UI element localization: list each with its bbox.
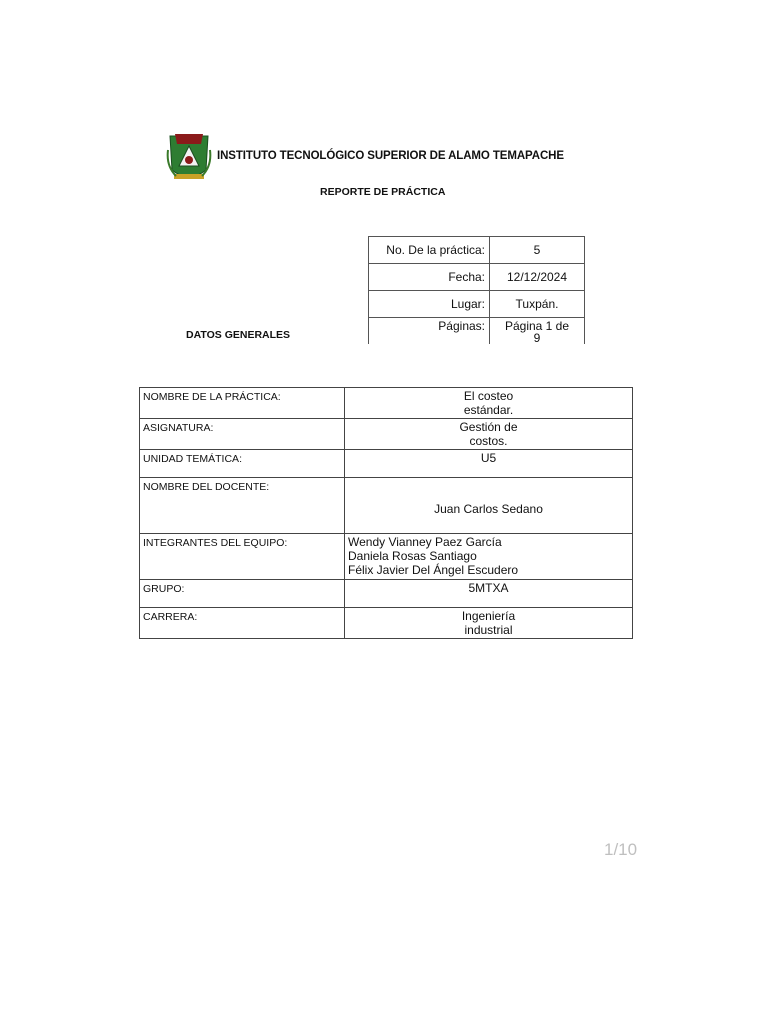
team-members <box>345 534 633 580</box>
report-title: REPORTE DE PRÁCTICA <box>320 186 446 198</box>
meta-label: Fecha: <box>369 264 490 291</box>
meta-label: Páginas: <box>369 318 490 345</box>
unit-label: UNIDAD TEMÁTICA: <box>140 450 345 478</box>
meta-value: 5 <box>490 237 585 264</box>
table-row <box>140 419 633 450</box>
team-member: Félix Javier Del Ángel Escudero <box>348 563 519 577</box>
team-member: Wendy Vianney Paez García <box>348 535 502 549</box>
team-label: INTEGRANTES DEL EQUIPO: <box>140 534 345 580</box>
institution-logo <box>166 130 212 186</box>
teacher-value: Juan Carlos Sedano <box>345 478 633 534</box>
table-row <box>140 534 633 580</box>
teacher-label: NOMBRE DEL DOCENTE: <box>140 478 345 534</box>
meta-value: Tuxpán. <box>490 291 585 318</box>
meta-label: Lugar: <box>369 291 490 318</box>
meta-value: Página 1 de 9 <box>490 318 585 345</box>
group-label: GRUPO: <box>140 580 345 608</box>
subject-text: Gestión de costos. <box>459 420 518 448</box>
team-member: Daniela Rosas Santiago <box>348 549 477 563</box>
section-title: DATOS GENERALES <box>186 329 291 341</box>
table-row <box>140 608 633 639</box>
institution-name: INSTITUTO TECNOLÓGICO SUPERIOR DE ALAMO TEMAPACHE <box>217 150 564 162</box>
practice-name-text: El costeo estándar. <box>463 389 514 417</box>
table-row <box>140 478 633 534</box>
career-text: Ingeniería industrial <box>461 609 516 637</box>
group-value: 5MTXA <box>345 580 633 608</box>
table-row <box>369 264 585 291</box>
table-row <box>140 388 633 419</box>
table-row <box>140 450 633 478</box>
table-row <box>140 580 633 608</box>
page-indicator: 1/10 <box>604 840 638 859</box>
subject-label: ASIGNATURA: <box>140 419 345 450</box>
practice-name-label: NOMBRE DE LA PRÁCTICA: <box>140 388 345 419</box>
table-row <box>369 291 585 318</box>
subject-value <box>345 419 633 450</box>
table-row <box>369 237 585 264</box>
general-data-table <box>139 387 633 639</box>
career-value <box>345 608 633 639</box>
practice-meta-table <box>368 236 585 344</box>
meta-label: No. De la práctica: <box>369 237 490 264</box>
table-row <box>369 318 585 345</box>
career-label: CARRERA: <box>140 608 345 639</box>
unit-value: U5 <box>345 450 633 478</box>
practice-name-value <box>345 388 633 419</box>
meta-value: 12/12/2024 <box>490 264 585 291</box>
